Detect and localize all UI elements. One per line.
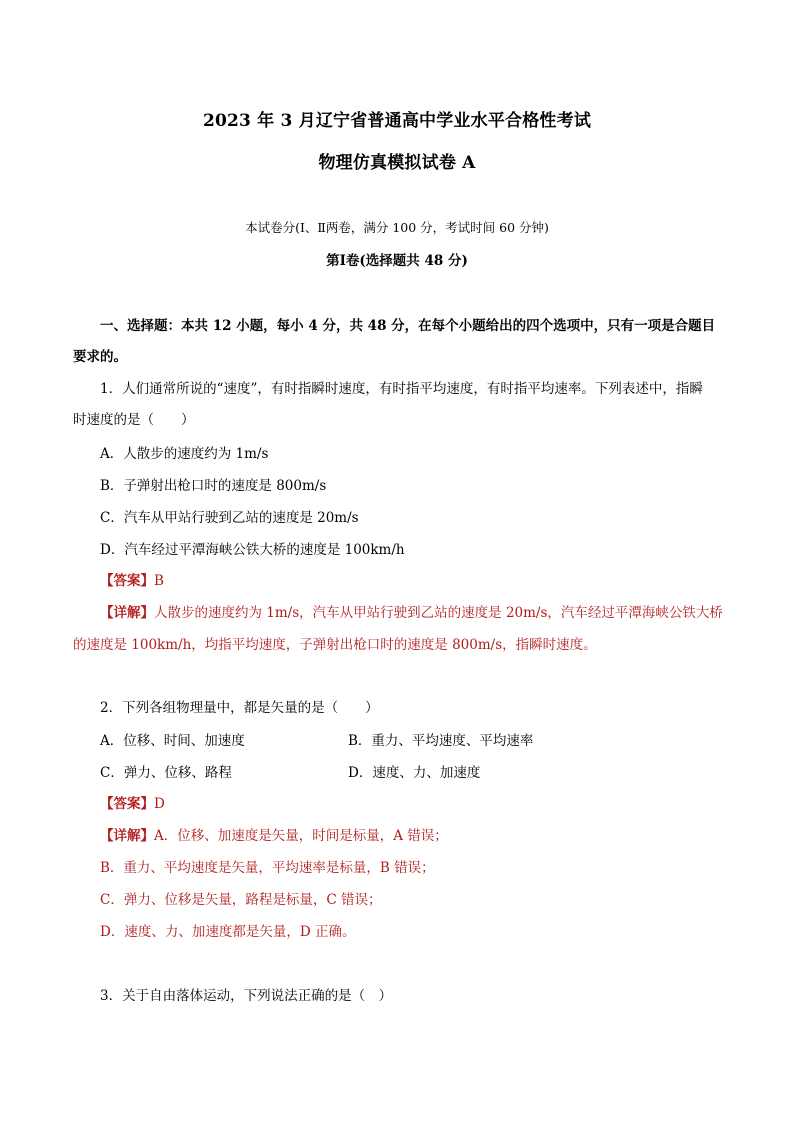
q1-detail-line-2: 的速度是 100km/h，均指平均速度，子弹射出枪口时的速度是 800m/s，指瞬时速度。 (73, 637, 597, 653)
q1-answer (100, 569, 164, 589)
q1-option-a: A．人散步的速度约为 1m/s (100, 446, 269, 462)
q2-detail-line-2: B．重力、平均速度是矢量，平均速率是标量，B 错误； (100, 860, 435, 876)
q2-option-d: D．速度、力、加速度 (348, 765, 481, 781)
answer-tag: 【答案】 (100, 573, 154, 589)
exam-title: 2023 年 3 月辽宁省普通高中学业水平合格性考试 (202, 111, 592, 131)
answer-value: D (154, 796, 165, 812)
q2-detail-line-1 (100, 824, 448, 844)
q2-detail-line-3: C．弹力、位移是矢量，路程是标量，C 错误； (100, 892, 382, 908)
exam-note: 本试卷分(Ⅰ、Ⅱ两卷，满分 100 分，考试时间 60 分钟) (245, 220, 549, 235)
detail-text: 人散步的速度约为 1m/s，汽车从甲站行驶到乙站的速度是 20m/s，汽车经过平潭海峡公铁大桥 (154, 605, 723, 621)
q2-option-b: B．重力、平均速度、平均速率 (348, 733, 534, 749)
exam-subtitle: 物理仿真模拟试卷 A (318, 153, 476, 173)
q2-option-a: A．位移、时间、加速度 (100, 733, 245, 749)
q2-answer (100, 792, 165, 812)
q1-option-d: D．汽车经过平潭海峡公铁大桥的速度是 100km/h (100, 542, 405, 558)
instructions-line-2: 要求的。 (73, 349, 127, 365)
detail-text: A．位移、加速度是矢量，时间是标量，A 错误； (154, 828, 448, 844)
q2-stem: 2．下列各组物理量中，都是矢量的是（ ） (100, 700, 379, 716)
q1-detail-line-1 (100, 601, 723, 621)
detail-tag: 【详解】 (100, 828, 154, 844)
answer-value: B (154, 573, 164, 589)
q1-stem-line-2: 时速度的是（ ） (73, 412, 195, 428)
q2-option-c: C．弹力、位移、路程 (100, 765, 232, 781)
section-heading: 第Ⅰ卷(选择题共 48 分) (326, 253, 468, 269)
q2-detail-line-4: D．速度、力、加速度都是矢量，D 正确。 (100, 924, 356, 940)
answer-tag: 【答案】 (100, 796, 154, 812)
detail-tag: 【详解】 (100, 605, 154, 621)
q1-stem-line-1: 1．人们通常所说的“速度”，有时指瞬时速度，有时指平均速度，有时指平均速率。下列表述中，指瞬 (100, 381, 703, 397)
instructions-line-1: 一、选择题：本共 12 小题，每小 4 分，共 48 分，在每个小题给出的四个选项中，只有一项是合题目 (100, 318, 716, 334)
q1-option-b: B．子弹射出枪口时的速度是 800m/s (100, 478, 327, 494)
q3-stem: 3．关于自由落体运动，下列说法正确的是（ ） (100, 988, 393, 1004)
q1-option-c: C．汽车从甲站行驶到乙站的速度是 20m/s (100, 510, 359, 526)
